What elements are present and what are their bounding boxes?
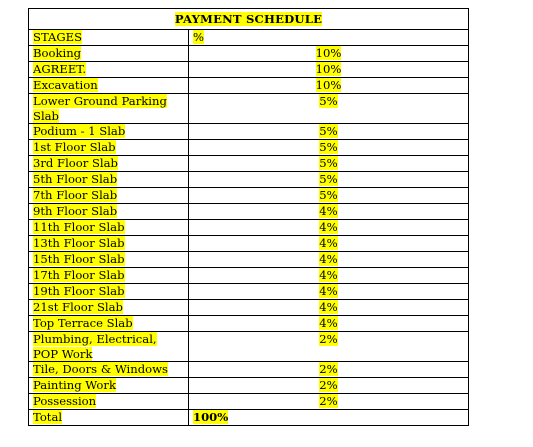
table-row xyxy=(29,268,469,284)
total-label: Total xyxy=(33,410,63,424)
stage-label: 11th Floor Slab xyxy=(33,220,125,234)
stage-cell xyxy=(29,316,189,332)
table-row xyxy=(29,204,469,220)
percent-value: 4% xyxy=(319,268,338,282)
percent-value: 10% xyxy=(315,78,342,92)
table-row xyxy=(29,316,469,332)
stage-cell xyxy=(29,62,189,78)
stage-cell xyxy=(29,332,189,362)
table-row xyxy=(29,252,469,268)
percent-value: 5% xyxy=(319,140,338,154)
stage-label: 15th Floor Slab xyxy=(33,252,125,266)
percent-cell xyxy=(189,156,469,172)
table-row xyxy=(29,332,469,362)
percent-cell xyxy=(189,124,469,140)
title-row xyxy=(29,9,469,30)
table-row xyxy=(29,124,469,140)
table-row xyxy=(29,140,469,156)
percent-value: 5% xyxy=(319,124,338,138)
header-stage: STAGES xyxy=(33,30,83,44)
stage-cell xyxy=(29,204,189,220)
stage-label: 5th Floor Slab xyxy=(33,172,118,186)
stage-label: Lower Ground Parking Slab xyxy=(33,94,167,123)
stage-label: 17th Floor Slab xyxy=(33,268,125,282)
table-row xyxy=(29,188,469,204)
stage-cell xyxy=(29,188,189,204)
stage-cell xyxy=(29,140,189,156)
stage-cell xyxy=(29,236,189,252)
percent-value: 5% xyxy=(319,156,338,170)
table-row xyxy=(29,62,469,78)
percent-value: 2% xyxy=(319,362,338,376)
stage-label: Plumbing, Electrical, POP Work xyxy=(33,332,157,361)
stage-cell xyxy=(29,284,189,300)
table-row xyxy=(29,378,469,394)
table-row xyxy=(29,94,469,124)
table-row xyxy=(29,284,469,300)
percent-value: 10% xyxy=(315,62,342,76)
stage-label: 1st Floor Slab xyxy=(33,140,116,154)
percent-cell xyxy=(189,332,469,362)
percent-value: 2% xyxy=(319,378,338,392)
stage-label: 19th Floor Slab xyxy=(33,284,125,298)
payment-schedule-table xyxy=(28,8,469,426)
total-label-cell xyxy=(29,410,189,426)
stage-cell xyxy=(29,394,189,410)
stage-cell xyxy=(29,156,189,172)
table-title: PAYMENT SCHEDULE xyxy=(174,12,323,26)
percent-cell xyxy=(189,268,469,284)
percent-cell xyxy=(189,172,469,188)
stage-label: 7th Floor Slab xyxy=(33,188,118,202)
stage-cell xyxy=(29,46,189,62)
table-row xyxy=(29,362,469,378)
stage-label: 13th Floor Slab xyxy=(33,236,125,250)
payment-schedule-body xyxy=(29,9,469,426)
stage-cell xyxy=(29,94,189,124)
title-cell xyxy=(29,9,469,30)
percent-cell xyxy=(189,62,469,78)
table-row xyxy=(29,300,469,316)
total-value-cell xyxy=(189,410,469,426)
table-row xyxy=(29,46,469,62)
percent-cell xyxy=(189,204,469,220)
percent-value: 5% xyxy=(319,94,338,108)
stage-label: AGREET. xyxy=(33,62,87,76)
stage-label: Possession xyxy=(33,394,97,408)
percent-value: 4% xyxy=(319,204,338,218)
stage-cell xyxy=(29,124,189,140)
table-row xyxy=(29,78,469,94)
header-row xyxy=(29,30,469,46)
stage-label: Excavation xyxy=(33,78,98,92)
percent-value: 4% xyxy=(319,316,338,330)
stage-label: 9th Floor Slab xyxy=(33,204,118,218)
stage-cell xyxy=(29,172,189,188)
percent-value: 4% xyxy=(319,284,338,298)
stage-cell xyxy=(29,300,189,316)
stage-label: Tile, Doors & Windows xyxy=(33,362,168,376)
percent-cell xyxy=(189,316,469,332)
percent-cell xyxy=(189,78,469,94)
percent-cell xyxy=(189,378,469,394)
percent-cell xyxy=(189,236,469,252)
stage-label: 21st Floor Slab xyxy=(33,300,123,314)
percent-cell xyxy=(189,300,469,316)
stage-cell xyxy=(29,252,189,268)
stage-cell xyxy=(29,78,189,94)
stage-label: Painting Work xyxy=(33,378,116,392)
percent-value: 2% xyxy=(319,394,338,408)
header-percent-cell xyxy=(189,30,469,46)
table-row xyxy=(29,394,469,410)
percent-value: 10% xyxy=(315,46,342,60)
percent-cell xyxy=(189,220,469,236)
stage-label: Podium - 1 Slab xyxy=(33,124,126,138)
percent-cell xyxy=(189,362,469,378)
percent-cell xyxy=(189,188,469,204)
percent-value: 4% xyxy=(319,300,338,314)
percent-cell xyxy=(189,394,469,410)
percent-value: 5% xyxy=(319,188,338,202)
percent-value: 4% xyxy=(319,220,338,234)
table-row xyxy=(29,172,469,188)
percent-value: 4% xyxy=(319,236,338,250)
percent-value: 4% xyxy=(319,252,338,266)
stage-cell xyxy=(29,362,189,378)
percent-cell xyxy=(189,284,469,300)
table-row xyxy=(29,156,469,172)
percent-value: 2% xyxy=(319,332,338,346)
percent-cell xyxy=(189,252,469,268)
header-percent: % xyxy=(193,30,205,44)
total-value: 100% xyxy=(193,410,229,424)
percent-cell xyxy=(189,46,469,62)
stage-cell xyxy=(29,220,189,236)
stage-cell xyxy=(29,268,189,284)
percent-cell xyxy=(189,94,469,124)
percent-value: 5% xyxy=(319,172,338,186)
table-row xyxy=(29,236,469,252)
stage-cell xyxy=(29,378,189,394)
stage-label: Booking xyxy=(33,46,82,60)
total-row xyxy=(29,410,469,426)
stage-label: Top Terrace Slab xyxy=(33,316,133,330)
table-row xyxy=(29,220,469,236)
stage-label: 3rd Floor Slab xyxy=(33,156,118,170)
header-stage-cell xyxy=(29,30,189,46)
percent-cell xyxy=(189,140,469,156)
